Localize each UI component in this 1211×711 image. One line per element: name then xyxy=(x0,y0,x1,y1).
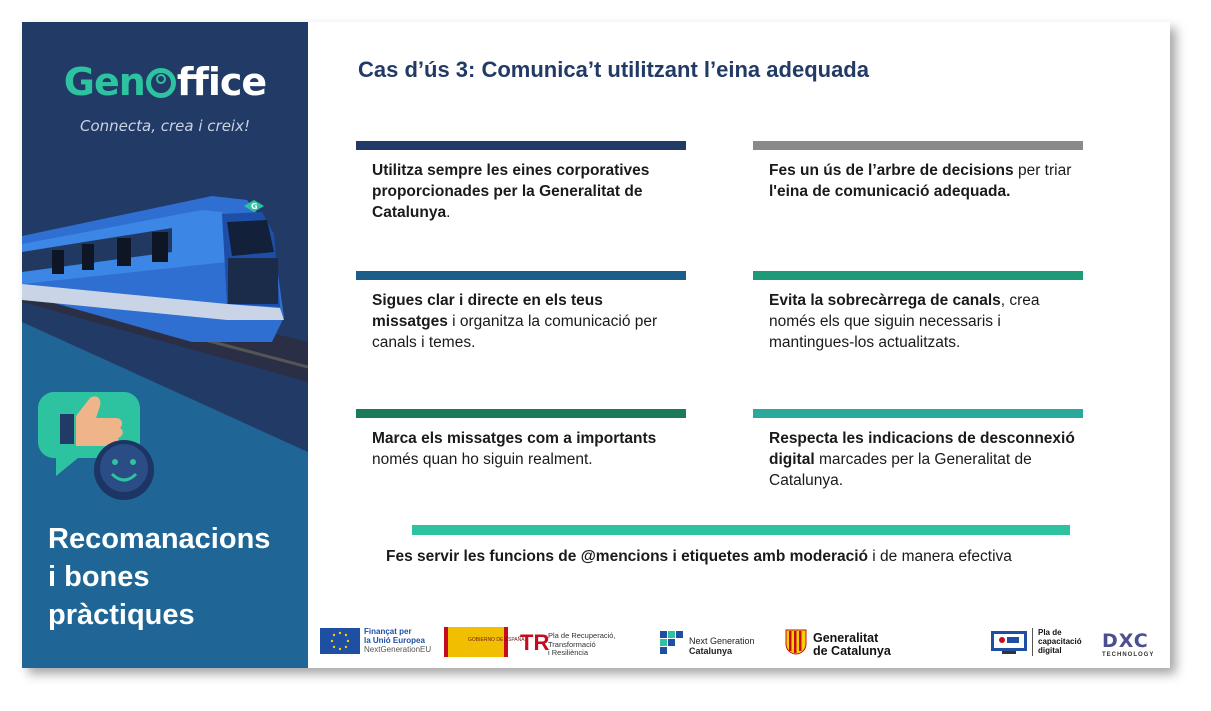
recommendation-card-4 xyxy=(753,271,1083,353)
logo-text-gen: Gen xyxy=(63,60,145,104)
prtr-text: Pla de Recuperació, Transformació i Resiliència xyxy=(548,631,616,657)
card-bar xyxy=(356,409,686,418)
next-generation-catalunya-text: Next Generation Catalunya xyxy=(689,636,755,656)
dxc-logo: DXC xyxy=(1102,630,1149,652)
prtr-logo: TR xyxy=(520,630,550,655)
section-title-line-1: Recomanacions xyxy=(48,523,271,555)
recommendation-card-6 xyxy=(753,409,1083,491)
final-bar xyxy=(412,525,1070,535)
next-generation-catalunya-logo xyxy=(660,631,684,655)
final-recommendation: Fes servir les funcions de @mencions i etiquetes amb moderació i de manera efectiva xyxy=(386,548,1012,565)
card-bar xyxy=(753,271,1083,280)
footer-divider xyxy=(1032,628,1033,656)
pla-capacitacio-digital-text: Pla de capacitació digital xyxy=(1038,628,1082,655)
card-bar xyxy=(356,271,686,280)
page-title: Cas d’ús 3: Comunica’t utilitzant l’eina adequada xyxy=(358,57,869,82)
generalitat-logo xyxy=(785,629,807,655)
card-text: Evita la sobrecàrrega de canals, crea només els que siguin necessaris i mantingues-los actualitzats. xyxy=(769,292,1040,351)
card-text: Sigues clar i directe en els teus missatges i organitza la comunicació per canals i temes. xyxy=(372,292,658,351)
train-illustration xyxy=(22,192,308,392)
genoffice-logo xyxy=(22,60,308,104)
generalitat-text: Generalitat de Catalunya xyxy=(813,631,891,658)
card-text: Respecta les indicacions de desconnexió digital marcades per la Generalitat de Catalunya. xyxy=(769,430,1075,489)
card-bar xyxy=(753,141,1083,150)
gobierno-espana-text: GOBIERNO DE ESPAÑA xyxy=(468,637,525,643)
section-title xyxy=(48,520,308,634)
section-title-line-2: i bones xyxy=(48,561,150,593)
card-bar xyxy=(356,141,686,150)
logo-text-office: ffice xyxy=(176,60,267,104)
card-text: Fes un ús de l’arbre de decisions per triar l'eina de comunicació adequada. xyxy=(769,162,1072,200)
pla-capacitacio-digital-icon xyxy=(990,627,1028,657)
eu-funding-text: Finançat per la Unió Europea NextGenerationEU xyxy=(364,627,432,654)
eu-flag-logo xyxy=(320,628,360,654)
left-panel xyxy=(22,22,308,668)
recommendation-card-1 xyxy=(356,141,686,223)
section-title-line-3: pràctiques xyxy=(48,599,195,631)
logo-o-icon xyxy=(146,68,176,98)
recommendation-card-2 xyxy=(753,141,1083,202)
dxc-technology-text: TECHNOLOGY xyxy=(1102,652,1155,658)
card-text: Marca els missatges com a importants només quan ho siguin realment. xyxy=(372,430,657,468)
slide xyxy=(22,22,1170,668)
card-text: Utilitza sempre les eines corporatives proporcionades per la Generalitat de Catalunya. xyxy=(372,162,650,221)
thumbs-up-chat-icon xyxy=(36,388,176,508)
card-bar xyxy=(753,409,1083,418)
tagline: Connecta, crea i creix! xyxy=(80,117,250,135)
recommendation-card-3 xyxy=(356,271,686,353)
svg-text:G: G xyxy=(251,202,258,211)
recommendation-card-5 xyxy=(356,409,686,470)
